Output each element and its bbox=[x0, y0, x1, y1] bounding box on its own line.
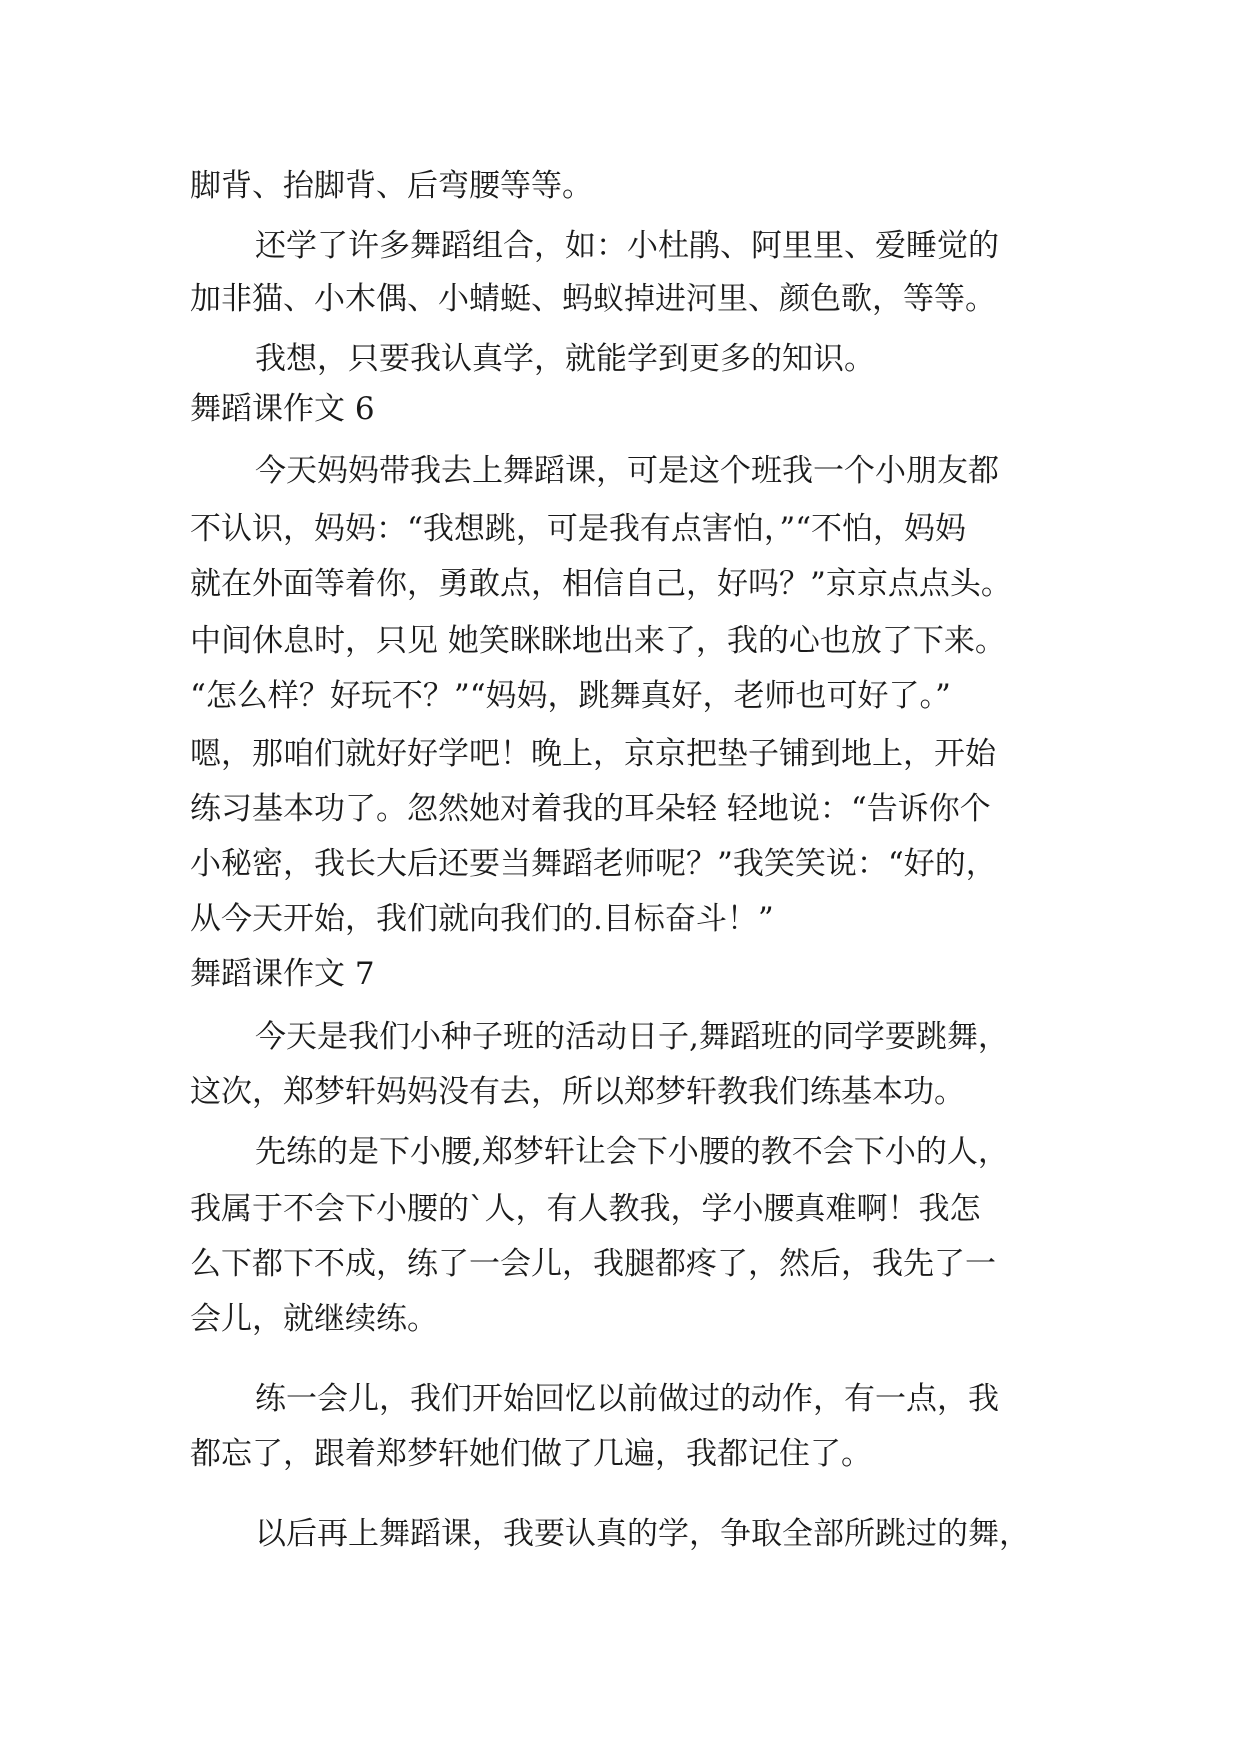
section-heading: 舞蹈课作文 7 bbox=[190, 956, 375, 992]
text-line: 这次，郑梦轩妈妈没有去，所以郑梦轩教我们练基本功。 bbox=[190, 1074, 965, 1110]
text-line: 会儿，就继续练。 bbox=[190, 1301, 438, 1337]
text-line: 小秘密，我长大后还要当舞蹈老师呢？”我笑笑说：“好的， bbox=[190, 846, 997, 882]
text-line: 就在外面等着你，勇敢点，相信自己，好吗？”京京点点头。 bbox=[190, 566, 1012, 602]
text-line: 练一会儿，我们开始回忆以前做过的动作，有一点，我 bbox=[255, 1381, 999, 1417]
text-line: 加非猫、小木偶、小蜻蜓、蚂蚁掉进河里、颜色歌，等等。 bbox=[190, 281, 996, 317]
text-line: 练习基本功了。忽然她对着我的耳朵轻 轻地说：“告诉你个 bbox=[190, 791, 991, 827]
text-line: 今天是我们小种子班的活动日子,舞蹈班的同学要跳舞， bbox=[255, 1019, 1009, 1055]
text-line: 么下都下不成，练了一会儿，我腿都疼了，然后，我先了一 bbox=[190, 1246, 996, 1282]
section-heading: 舞蹈课作文 6 bbox=[190, 391, 375, 427]
text-line: 以后再上舞蹈课，我要认真的学，争取全部所跳过的舞， bbox=[255, 1516, 1030, 1552]
text-line: “怎么样？好玩不？”“妈妈，跳舞真好，老师也可好了。” bbox=[190, 678, 951, 714]
text-line: 今天妈妈带我去上舞蹈课，可是这个班我一个小朋友都 bbox=[255, 453, 999, 489]
text-line: 都忘了，跟着郑梦轩她们做了几遍，我都记住了。 bbox=[190, 1436, 872, 1472]
text-line: 中间休息时，只见 她笑眯眯地出来了，我的心也放了下来。 bbox=[190, 623, 1006, 659]
text-line: 还学了许多舞蹈组合，如：小杜鹃、阿里里、爱睡觉的 bbox=[255, 228, 999, 264]
text-line: 我属于不会下小腰的`人，有人教我，学小腰真难啊！我怎 bbox=[190, 1191, 981, 1227]
text-line: 我想，只要我认真学，就能学到更多的知识。 bbox=[255, 341, 875, 377]
text-line: 从今天开始，我们就向我们的.目标奋斗！” bbox=[190, 901, 774, 937]
text-line: 先练的是下小腰,郑梦轩让会下小腰的教不会下小的人， bbox=[255, 1134, 1009, 1170]
text-line: 不认识，妈妈：“我想跳，可是我有点害怕，”“不怕，妈妈 bbox=[190, 511, 967, 547]
text-line: 嗯，那咱们就好好学吧！晚上，京京把垫子铺到地上，开始 bbox=[190, 736, 996, 772]
text-line: 脚背、抬脚背、后弯腰等等。 bbox=[190, 168, 593, 204]
